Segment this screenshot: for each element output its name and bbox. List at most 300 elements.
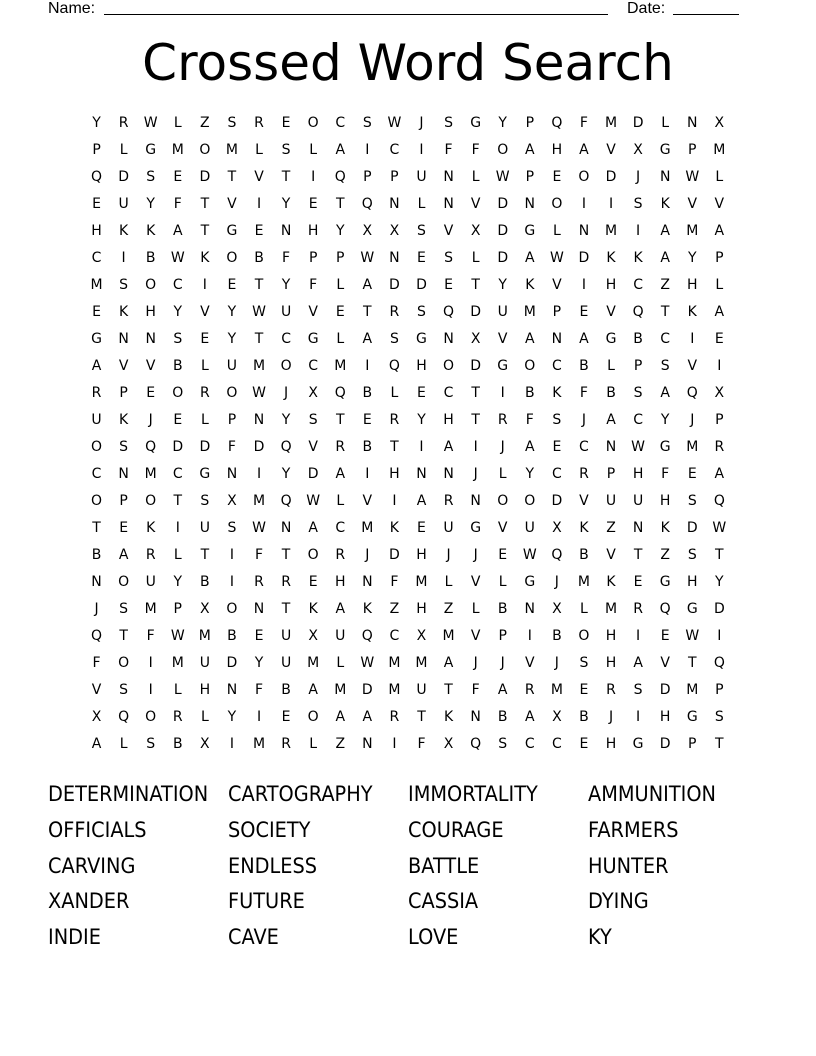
grid-letter: T: [92, 520, 101, 536]
grid-letter: W: [252, 520, 266, 536]
word-list-item: DYING: [588, 889, 649, 914]
grid-letter: A: [525, 331, 535, 347]
grid-letter: S: [417, 304, 426, 320]
grid-row: [83, 542, 733, 569]
word-list-item: IMMORTALITY: [408, 782, 538, 806]
grid-letter: N: [632, 520, 644, 536]
grid-letter: B: [145, 250, 156, 266]
grid-letter: J: [473, 466, 478, 482]
grid-row: [83, 353, 733, 380]
grid-letter: L: [200, 709, 209, 725]
grid-letter: Q: [280, 439, 292, 455]
word-list-item: KY: [588, 925, 612, 950]
grid-letter: I: [392, 493, 397, 509]
grid-letter: U: [632, 493, 644, 509]
date-blank-line: [673, 14, 739, 15]
grid-row: [83, 137, 733, 164]
grid-letter: M: [604, 115, 618, 131]
grid-letter: U: [280, 628, 292, 644]
grid-letter: C: [389, 628, 400, 644]
grid-letter: E: [417, 520, 426, 536]
grid-letter: P: [688, 736, 697, 752]
grid-letter: O: [524, 358, 536, 374]
grid-letter: I: [581, 196, 587, 212]
grid-letter: N: [226, 682, 238, 698]
word-list-item: DETERMINATION: [48, 782, 209, 806]
grid-letter: N: [578, 223, 590, 239]
grid-letter: T: [444, 682, 453, 698]
grid-letter: D: [659, 682, 671, 698]
grid-letter: T: [335, 412, 345, 428]
grid-letter: N: [443, 196, 454, 212]
grid-letter: K: [552, 385, 562, 401]
grid-letter: N: [362, 574, 373, 590]
grid-letter: M: [198, 628, 211, 644]
grid-letter: D: [659, 736, 671, 752]
grid-letter: L: [390, 385, 399, 401]
grid-letter: E: [417, 250, 426, 266]
grid-letter: B: [524, 385, 535, 401]
grid-letter: V: [606, 547, 616, 563]
grid-letter: I: [256, 466, 262, 482]
grid-letter: Q: [443, 304, 455, 320]
grid-letter: Z: [660, 547, 670, 563]
grid-letter: O: [307, 115, 319, 131]
grid-letter: V: [525, 655, 535, 671]
grid-letter: Y: [281, 466, 291, 482]
grid-row: [83, 731, 733, 758]
grid-letter: C: [91, 250, 102, 266]
grid-letter: F: [254, 547, 264, 563]
grid-letter: C: [335, 115, 346, 131]
grid-letter: B: [172, 736, 183, 752]
grid-letter: G: [497, 358, 509, 374]
grid-row: [83, 299, 733, 326]
grid-row: [83, 623, 733, 650]
grid-letter: N: [389, 250, 400, 266]
grid-letter: I: [229, 574, 234, 590]
grid-letter: O: [307, 709, 319, 725]
grid-letter: M: [415, 655, 428, 671]
grid-letter: J: [500, 655, 505, 671]
grid-letter: D: [578, 250, 590, 266]
grid-letter: L: [715, 169, 724, 185]
grid-letter: P: [92, 142, 101, 158]
grid-row: [83, 110, 733, 137]
grid-letter: Z: [606, 520, 616, 536]
grid-letter: Y: [417, 412, 426, 428]
grid-letter: G: [632, 736, 644, 752]
grid-letter: H: [659, 709, 671, 725]
grid-letter: M: [361, 520, 374, 536]
grid-letter: K: [606, 250, 616, 266]
grid-letter: C: [281, 331, 291, 347]
grid-letter: E: [417, 385, 426, 401]
grid-letter: N: [280, 520, 292, 536]
grid-letter: H: [389, 466, 400, 482]
grid-letter: P: [715, 412, 724, 428]
grid-letter: I: [419, 142, 424, 158]
word-list-item: INDIE: [48, 925, 101, 950]
grid-letter: S: [389, 331, 399, 347]
grid-row: [83, 488, 733, 515]
grid-letter: C: [524, 736, 535, 752]
grid-letter: S: [633, 682, 643, 698]
grid-letter: O: [226, 250, 238, 266]
grid-letter: T: [200, 547, 210, 563]
grid-letter: R: [91, 385, 102, 401]
grid-letter: N: [605, 439, 617, 455]
grid-letter: H: [659, 493, 671, 509]
grid-letter: S: [173, 331, 183, 347]
grid-letter: M: [388, 655, 401, 671]
grid-letter: T: [254, 331, 264, 347]
grid-letter: K: [119, 223, 129, 239]
grid-letter: N: [389, 196, 400, 212]
grid-letter: Y: [92, 115, 101, 131]
grid-letter: E: [119, 520, 129, 536]
grid-letter: F: [173, 196, 182, 212]
grid-letter: G: [659, 142, 671, 158]
grid-letter: G: [470, 520, 482, 536]
grid-letter: F: [661, 466, 670, 482]
grid-letter: I: [365, 142, 370, 158]
grid-letter: E: [308, 196, 318, 212]
grid-row: [83, 677, 733, 704]
grid-letter: V: [91, 682, 102, 698]
grid-letter: W: [387, 115, 402, 131]
grid-letter: B: [579, 709, 589, 725]
grid-letter: J: [636, 169, 641, 185]
grid-letter: J: [581, 412, 587, 428]
grid-letter: J: [500, 439, 505, 455]
grid-letter: S: [227, 520, 237, 536]
grid-letter: U: [118, 196, 129, 212]
grid-letter: G: [686, 709, 698, 725]
grid-letter: D: [199, 439, 211, 455]
grid-letter: K: [633, 250, 643, 266]
grid-letter: D: [713, 601, 725, 617]
grid-letter: K: [119, 412, 129, 428]
grid-letter: J: [284, 385, 289, 401]
grid-letter: V: [660, 655, 670, 671]
grid-letter: F: [282, 250, 291, 266]
grid-letter: D: [416, 277, 427, 293]
word-list-item: ENDLESS: [228, 853, 318, 878]
grid-letter: L: [336, 655, 345, 671]
grid-letter: V: [470, 628, 481, 644]
grid-letter: I: [581, 277, 587, 293]
grid-letter: R: [281, 574, 291, 590]
grid-letter: C: [633, 277, 643, 293]
grid-letter: H: [686, 574, 698, 590]
word-list-item: OFFICIALS: [48, 817, 147, 842]
grid-letter: H: [605, 277, 617, 293]
grid-row: [83, 650, 733, 677]
grid-letter: X: [91, 709, 102, 725]
grid-letter: W: [631, 439, 646, 455]
grid-letter: F: [444, 142, 453, 158]
grid-letter: L: [444, 574, 453, 590]
grid-letter: L: [309, 736, 318, 752]
grid-letter: O: [118, 574, 130, 590]
grid-letter: Q: [361, 628, 373, 644]
grid-letter: W: [495, 169, 510, 185]
grid-letter: F: [92, 655, 101, 671]
grid-letter: A: [660, 250, 670, 266]
grid-letter: I: [256, 709, 262, 725]
grid-letter: Y: [715, 574, 724, 590]
grid-letter: B: [362, 439, 373, 455]
grid-letter: F: [309, 277, 318, 293]
grid-row: [83, 596, 733, 623]
word-list-item: FUTURE: [228, 889, 305, 914]
word-list-item: CARVING: [48, 853, 136, 878]
grid-letter: F: [390, 574, 399, 590]
grid-letter: D: [307, 466, 319, 482]
grid-letter: S: [552, 412, 562, 428]
grid-letter: V: [687, 196, 698, 212]
grid-letter: G: [307, 331, 319, 347]
grid-letter: E: [552, 439, 562, 455]
grid-letter: Y: [281, 196, 291, 212]
grid-letter: L: [661, 115, 670, 131]
grid-letter: L: [309, 142, 318, 158]
grid-letter: U: [605, 493, 617, 509]
grid-letter: C: [389, 142, 400, 158]
grid-letter: I: [392, 736, 397, 752]
grid-letter: N: [280, 223, 292, 239]
grid-letter: R: [172, 709, 183, 725]
grid-letter: V: [687, 358, 698, 374]
grid-letter: M: [225, 142, 238, 158]
grid-letter: T: [687, 655, 697, 671]
grid-letter: V: [443, 223, 454, 239]
grid-letter: T: [200, 196, 210, 212]
grid-letter: I: [148, 682, 153, 698]
grid-letter: B: [281, 682, 291, 698]
grid-letter: X: [416, 628, 427, 644]
grid-letter: R: [199, 385, 210, 401]
grid-letter: M: [415, 574, 428, 590]
word-list-item: LOVE: [408, 925, 459, 950]
grid-letter: D: [253, 439, 265, 455]
grid-letter: M: [144, 466, 157, 482]
grid-letter: Y: [281, 412, 291, 428]
grid-letter: H: [416, 547, 427, 563]
grid-letter: U: [226, 358, 238, 374]
grid-letter: S: [417, 223, 426, 239]
grid-row: [83, 434, 733, 461]
word-list-item: BATTLE: [408, 853, 480, 878]
grid-letter: T: [471, 385, 480, 401]
grid-letter: I: [717, 358, 722, 374]
grid-letter: Q: [551, 115, 563, 131]
grid-letter: E: [579, 304, 589, 320]
grid-letter: O: [118, 655, 130, 671]
grid-letter: J: [554, 655, 559, 671]
grid-letter: S: [146, 169, 156, 185]
grid-letter: W: [522, 547, 537, 563]
grid-letter: I: [473, 439, 478, 455]
grid-letter: M: [686, 439, 699, 455]
grid-letter: I: [717, 628, 722, 644]
word-list-item: COURAGE: [408, 817, 504, 842]
grid-letter: Q: [713, 655, 725, 671]
grid-letter: T: [200, 223, 210, 239]
grid-letter: A: [362, 331, 373, 347]
grid-letter: A: [335, 709, 346, 725]
grid-letter: E: [173, 412, 183, 428]
grid-letter: W: [143, 115, 158, 131]
word-list-item: CARTOGRAPHY: [228, 782, 373, 806]
grid-row: [83, 461, 733, 488]
grid-row: [83, 407, 733, 434]
grid-letter: L: [336, 331, 345, 347]
grid-letter: K: [687, 304, 697, 320]
grid-letter: U: [199, 655, 210, 671]
grid-letter: O: [443, 358, 455, 374]
grid-letter: V: [227, 196, 237, 212]
grid-letter: T: [335, 196, 345, 212]
grid-letter: B: [633, 331, 643, 347]
grid-letter: E: [92, 304, 101, 320]
grid-letter: L: [255, 142, 263, 158]
grid-letter: H: [605, 628, 617, 644]
grid-letter: O: [578, 628, 590, 644]
grid-letter: I: [365, 466, 370, 482]
grid-letter: V: [497, 520, 508, 536]
grid-letter: A: [335, 142, 346, 158]
grid-letter: N: [470, 709, 481, 725]
grid-letter: E: [579, 682, 589, 698]
grid-letter: N: [551, 331, 563, 347]
grid-letter: X: [552, 520, 562, 536]
grid-letter: U: [443, 520, 454, 536]
grid-letter: Y: [146, 196, 155, 212]
word-list: [48, 776, 768, 955]
grid-letter: N: [687, 115, 698, 131]
grid-letter: E: [552, 169, 562, 185]
grid-letter: G: [686, 601, 698, 617]
grid-letter: X: [200, 736, 210, 752]
grid-letter: S: [119, 439, 129, 455]
grid-letter: W: [306, 493, 321, 509]
grid-letter: D: [199, 169, 211, 185]
grid-letter: I: [175, 520, 180, 536]
grid-letter: D: [470, 358, 482, 374]
grid-letter: T: [254, 277, 264, 293]
grid-letter: A: [660, 385, 670, 401]
grid-letter: E: [281, 115, 291, 131]
grid-letter: C: [308, 358, 319, 374]
grid-letter: C: [551, 736, 562, 752]
grid-letter: A: [579, 142, 589, 158]
grid-letter: M: [171, 655, 184, 671]
grid-letter: M: [686, 223, 699, 239]
grid-letter: Z: [200, 115, 210, 131]
grid-letter: P: [633, 358, 643, 374]
grid-letter: C: [172, 277, 183, 293]
grid-letter: W: [685, 169, 700, 185]
grid-letter: A: [172, 223, 183, 239]
grid-letter: V: [497, 331, 508, 347]
grid-letter: O: [280, 358, 292, 374]
grid-letter: P: [498, 628, 507, 644]
grid-row: [83, 191, 733, 218]
grid-letter: L: [336, 277, 345, 293]
grid-letter: N: [226, 466, 238, 482]
grid-letter: M: [388, 682, 401, 698]
grid-letter: O: [145, 709, 157, 725]
grid-letter: H: [551, 142, 563, 158]
grid-letter: A: [714, 466, 725, 482]
grid-letter: D: [497, 250, 509, 266]
grid-letter: M: [144, 601, 157, 617]
grid-letter: N: [91, 574, 102, 590]
grid-letter: A: [335, 601, 346, 617]
grid-letter: T: [660, 304, 670, 320]
grid-letter: M: [550, 682, 563, 698]
grid-letter: S: [660, 358, 670, 374]
grid-letter: S: [281, 142, 291, 158]
grid-letter: B: [172, 358, 183, 374]
grid-letter: D: [497, 223, 509, 239]
grid-letter: O: [145, 493, 157, 509]
grid-letter: I: [690, 331, 695, 347]
grid-letter: A: [497, 682, 508, 698]
grid-letter: C: [633, 412, 643, 428]
grid-letter: A: [633, 655, 643, 671]
grid-letter: C: [91, 466, 102, 482]
grid-letter: W: [170, 628, 185, 644]
grid-letter: W: [252, 385, 266, 401]
grid-letter: U: [280, 655, 292, 671]
grid-letter: K: [606, 574, 616, 590]
grid-letter: I: [636, 628, 641, 644]
grid-letter: R: [579, 466, 589, 482]
grid-letter: M: [686, 682, 699, 698]
grid-letter: D: [389, 547, 400, 563]
grid-letter: Y: [227, 709, 237, 725]
grid-letter: Q: [334, 385, 346, 401]
grid-letter: Q: [280, 493, 292, 509]
grid-letter: A: [91, 358, 102, 374]
grid-letter: V: [714, 196, 725, 212]
grid-letter: M: [523, 304, 536, 320]
grid-row: [83, 380, 733, 407]
grid-letter: A: [308, 682, 318, 698]
grid-letter: L: [471, 601, 480, 617]
grid-letter: D: [389, 277, 400, 293]
grid-letter: B: [91, 547, 102, 563]
grid-letter: A: [606, 412, 616, 428]
grid-letter: H: [443, 412, 454, 428]
grid-letter: U: [416, 169, 427, 185]
grid-letter: G: [91, 331, 102, 347]
grid-letter: W: [360, 250, 375, 266]
grid-letter: F: [471, 142, 480, 158]
grid-letter: B: [497, 601, 508, 617]
grid-letter: R: [118, 115, 129, 131]
grid-letter: B: [227, 628, 237, 644]
grid-letter: D: [605, 169, 617, 185]
grid-letter: S: [308, 412, 318, 428]
grid-letter: L: [580, 601, 588, 617]
grid-letter: X: [362, 223, 373, 239]
grid-row: [83, 272, 733, 299]
grid-letter: S: [498, 736, 508, 752]
